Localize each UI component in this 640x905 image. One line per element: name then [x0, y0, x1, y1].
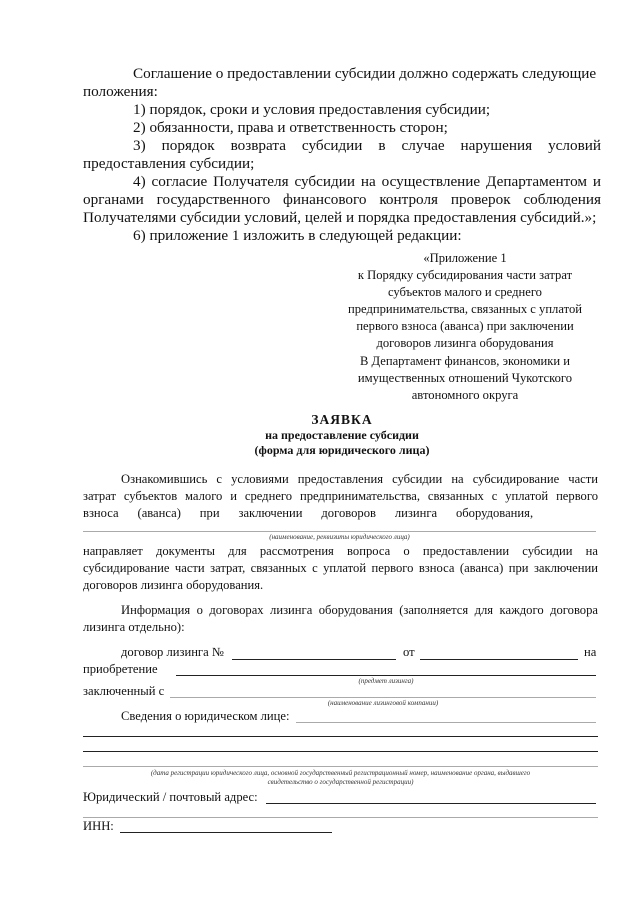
body-p1-line-2: затрат субъектов малого и среднего предпринимательства, связанных с уплатой первого: [83, 489, 598, 503]
appendix-line-2: к Порядку субсидирования части затрат: [357, 268, 573, 282]
appendix-line-5: первого взноса (аванса) при заключении: [356, 319, 574, 333]
contract-number-label: договор лизинга №: [121, 645, 224, 659]
body-p2-line-2: субсидирование части затрат, связанных с уплатой первого взноса (аванса) при заключении: [83, 561, 598, 575]
caption-registration-line-1: (дата регистрации юридического лица, основной государственный регистрационный номер, наименование органа, выдавшего: [150, 769, 531, 777]
inn-label: ИНН:: [83, 819, 114, 833]
contract-date-label: от: [403, 645, 415, 659]
legal-info-field-3[interactable]: [83, 751, 598, 752]
list-item-1: 1) порядок, сроки и условия предоставления субсидии;: [133, 101, 491, 118]
list-item-4-line-1: 4) согласие Получателя субсидии на осуществление Департаментом и: [133, 173, 601, 190]
body-p2-line-3: договоров лизинга оборудования.: [83, 578, 264, 592]
addressee-line-3: автономного округа: [411, 388, 519, 402]
addressee-line-2: имущественных отношений Чукотского: [357, 371, 573, 385]
appendix-line-6: договоров лизинга оборудования: [376, 336, 554, 350]
address-label: Юридический / почтовый адрес:: [83, 790, 258, 804]
body-p1-line-3: взноса (аванса) при заключении договоров лизинга оборудования,: [83, 506, 534, 520]
concluded-with-label: заключенный с: [83, 684, 165, 698]
legal-info-field-2[interactable]: [83, 736, 598, 737]
legal-info-field-1[interactable]: [296, 722, 596, 723]
list-item-4-line-3: Получателями субсидии условий, целей и порядка предоставления субсидий.»;: [83, 209, 597, 226]
inn-field[interactable]: [120, 832, 332, 833]
list-item-2: 2) обязанности, права и ответственность сторон;: [133, 119, 448, 136]
appendix-line-1: «Приложение 1: [423, 251, 507, 265]
list-item-3-line-2: предоставления субсидии;: [83, 155, 255, 172]
legal-info-label: Сведения о юридическом лице:: [121, 709, 290, 723]
caption-leasing-company: (наименование лизинговой компании): [327, 699, 439, 707]
body-p3-line-2: лизинга отдельно):: [83, 620, 185, 634]
form-subtitle-2: (форма для юридического лица): [254, 443, 430, 457]
purchase-on-label: на: [584, 645, 597, 659]
address-field-2[interactable]: [83, 817, 598, 818]
appendix-line-3: субъектов малого и среднего: [388, 285, 542, 299]
contract-number-field[interactable]: [232, 659, 396, 660]
list-item-4-line-2: органами государственного финансового контроля проверок соблюдения: [83, 191, 601, 208]
list-item-3-line-1: 3) порядок возврата субсидии в случае нарушения условий: [133, 137, 601, 154]
body-p2-line-1: направляет документы для рассмотрения вопроса о предоставлении субсидии на: [83, 544, 598, 558]
caption-registration-line-2: свидетельство о государственной регистрации): [267, 778, 414, 786]
form-subtitle-1: на предоставление субсидии: [265, 428, 419, 442]
form-title: ЗАЯВКА: [311, 412, 373, 427]
intro-line-2: положения:: [83, 83, 158, 100]
address-field[interactable]: [266, 803, 596, 804]
body-p3-line-1: Информация о договорах лизинга оборудования (заполняется для каждого договора: [121, 603, 598, 617]
caption-leasing-subject: (предмет лизинга): [358, 677, 414, 685]
list-item-6: 6) приложение 1 изложить в следующей редакции:: [133, 227, 462, 244]
leasing-company-field[interactable]: [170, 697, 596, 698]
intro-line-1: Соглашение о предоставлении субсидии должно содержать следующие: [133, 65, 597, 82]
addressee-line-1: В Департамент финансов, экономики и: [359, 354, 571, 368]
contract-date-field[interactable]: [420, 659, 578, 660]
appendix-line-4: предпринимательства, связанных с уплатой: [348, 302, 582, 316]
purchase-label: приобретение: [83, 662, 158, 676]
body-p1-line-1: Ознакомившись с условиями предоставления субсидии на субсидирование части: [121, 472, 598, 486]
leasing-subject-field[interactable]: [176, 675, 596, 676]
legal-info-field-4[interactable]: [83, 766, 598, 767]
caption-legal-entity: (наименование, реквизиты юридического лица): [269, 533, 410, 541]
legal-entity-name-field[interactable]: [83, 531, 596, 532]
